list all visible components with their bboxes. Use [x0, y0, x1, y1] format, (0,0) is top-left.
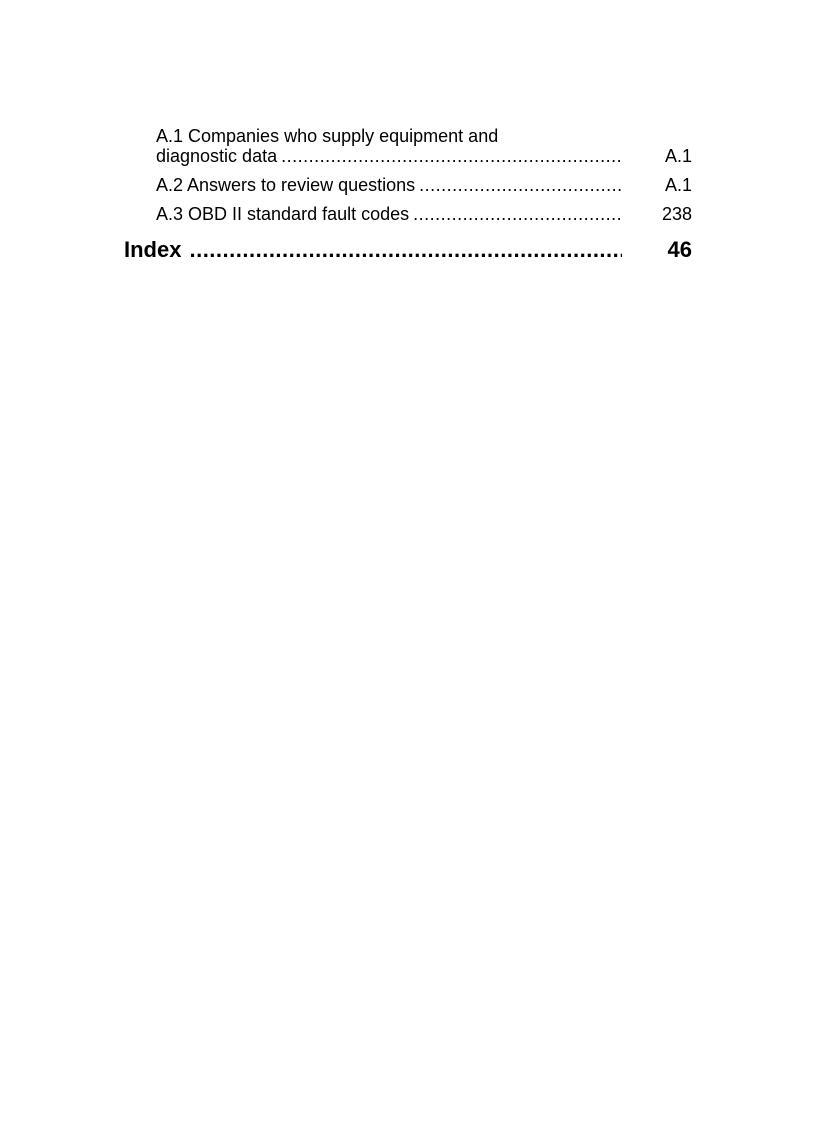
toc-entry-title-line2: diagnostic data: [156, 146, 278, 166]
dot-leader: [419, 175, 622, 195]
toc-entry-page: A.1: [664, 146, 692, 166]
toc-entry-page: 238: [661, 204, 692, 224]
toc-entry-title: A.3 OBD II standard fault codes: [156, 204, 410, 224]
toc-entry-title: Index: [124, 237, 182, 262]
toc-entry-title: A.2 Answers to review questions: [156, 175, 416, 195]
dot-leader: [413, 204, 622, 224]
table-of-contents: [124, 126, 692, 263]
toc-entry-a1[interactable]: [156, 126, 692, 166]
dot-leader: [281, 146, 622, 166]
toc-entry-page: A.1: [664, 175, 692, 195]
dot-leader: [189, 237, 622, 263]
toc-entry-a2[interactable]: [156, 175, 692, 195]
toc-entry-title-line1: A.1 Companies who supply equipment and: [156, 126, 499, 146]
toc-entry-index[interactable]: [124, 237, 692, 263]
toc-entry-a3[interactable]: [156, 204, 692, 224]
toc-entry-page: 46: [667, 237, 692, 262]
